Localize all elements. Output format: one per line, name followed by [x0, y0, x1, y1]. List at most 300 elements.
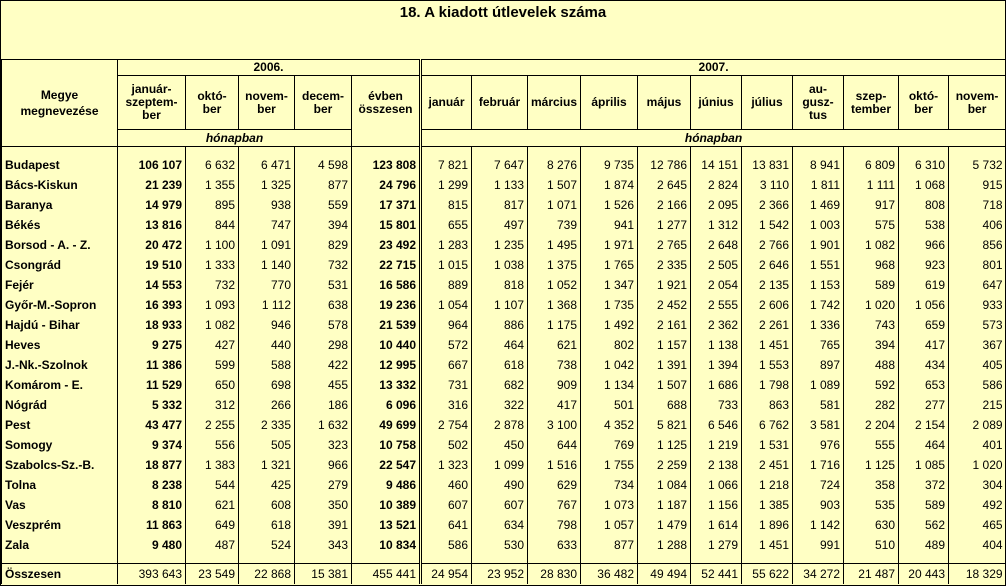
value-cell: 634 — [472, 515, 528, 535]
value-cell: 22 715 — [352, 255, 421, 275]
value-cell: 1 175 — [528, 315, 581, 335]
month-header-line: június — [698, 95, 734, 109]
value-cell: 1 157 — [638, 335, 691, 355]
value-cell: 531 — [295, 275, 352, 295]
value-cell: 19 510 — [118, 255, 186, 275]
value-cell: 1 347 — [581, 275, 638, 295]
value-cell: 732 — [186, 275, 239, 295]
value-cell: 9 374 — [118, 435, 186, 455]
value-cell: 1 277 — [638, 215, 691, 235]
month-header-line: szeptem- — [125, 95, 178, 109]
month-header-10 — [691, 76, 742, 130]
value-cell: 282 — [844, 395, 899, 415]
value-cell: 11 529 — [118, 375, 186, 395]
table-row — [2, 155, 1006, 175]
value-cell: 1 071 — [528, 195, 581, 215]
value-cell: 964 — [421, 315, 472, 335]
value-cell: 23 492 — [352, 235, 421, 255]
value-cell: 889 — [421, 275, 472, 295]
value-cell: 1 107 — [472, 295, 528, 315]
value-cell: 13 831 — [742, 155, 793, 175]
spacer-row — [2, 555, 1006, 564]
value-cell: 2 138 — [691, 455, 742, 475]
month-header-line: ber — [257, 101, 276, 116]
value-cell: 923 — [899, 255, 949, 275]
value-cell: 5 732 — [949, 155, 1006, 175]
month-header-line: március — [530, 95, 578, 109]
value-cell: 6 096 — [352, 395, 421, 415]
value-cell: 417 — [528, 395, 581, 415]
value-cell: 1 735 — [581, 295, 638, 315]
month-header-line: tus — [809, 108, 827, 122]
value-cell: 1 082 — [844, 235, 899, 255]
value-cell: 535 — [844, 495, 899, 515]
value-cell: 1 507 — [528, 175, 581, 195]
value-cell: 765 — [793, 335, 844, 355]
value-cell: 1 089 — [793, 375, 844, 395]
month-header-15 — [949, 76, 1006, 130]
table-row — [2, 235, 1006, 255]
value-cell: 909 — [528, 375, 581, 395]
table-row — [2, 355, 1006, 375]
value-cell: 1 686 — [691, 375, 742, 395]
value-cell: 22 868 — [239, 564, 295, 585]
value-cell: 581 — [793, 395, 844, 415]
value-cell: 8 810 — [118, 495, 186, 515]
value-cell: 343 — [295, 535, 352, 555]
value-cell: 464 — [472, 335, 528, 355]
value-cell: 9 486 — [352, 475, 421, 495]
month-header-11 — [742, 76, 793, 130]
value-cell: 323 — [295, 435, 352, 455]
value-cell: 8 276 — [528, 155, 581, 175]
value-cell: 608 — [239, 495, 295, 515]
total-row — [2, 564, 1006, 585]
value-cell: 1 153 — [793, 275, 844, 295]
month-header-line: októ- — [908, 88, 939, 103]
value-cell: 1 134 — [581, 375, 638, 395]
value-cell: 991 — [793, 535, 844, 555]
value-cell: 941 — [581, 215, 638, 235]
value-cell: 6 762 — [742, 415, 793, 435]
month-header-line: július — [751, 95, 783, 109]
passport-table — [1, 59, 1006, 584]
value-cell: 655 — [421, 215, 472, 235]
value-cell: 510 — [844, 535, 899, 555]
month-header-line: tember — [850, 101, 891, 116]
value-cell: 829 — [295, 235, 352, 255]
value-cell: 406 — [949, 215, 1006, 235]
month-header-8 — [581, 76, 638, 130]
table-row — [2, 395, 1006, 415]
value-cell: 298 — [295, 335, 352, 355]
value-cell: 427 — [186, 335, 239, 355]
value-cell: 455 441 — [352, 564, 421, 585]
value-cell: 8 941 — [793, 155, 844, 175]
value-cell: 818 — [472, 275, 528, 295]
value-cell: 1 138 — [691, 335, 742, 355]
month-header-line: április — [591, 95, 627, 109]
value-cell: 1 066 — [691, 475, 742, 495]
value-cell: 22 547 — [352, 455, 421, 475]
value-cell: 863 — [742, 395, 793, 415]
value-cell: 1 451 — [742, 335, 793, 355]
value-cell: 490 — [472, 475, 528, 495]
value-cell: 3 100 — [528, 415, 581, 435]
value-cell: 2 824 — [691, 175, 742, 195]
value-cell: 1 323 — [421, 455, 472, 475]
value-cell: 877 — [581, 535, 638, 555]
value-cell: 266 — [239, 395, 295, 415]
value-cell: 1 553 — [742, 355, 793, 375]
value-cell: 1 038 — [472, 255, 528, 275]
county-name: Budapest — [2, 155, 118, 175]
value-cell: 653 — [899, 375, 949, 395]
value-cell: 2 166 — [638, 195, 691, 215]
value-cell: 23 549 — [186, 564, 239, 585]
value-cell: 724 — [793, 475, 844, 495]
month-header-line: ber — [313, 101, 333, 116]
month-header-14 — [899, 76, 949, 130]
county-name: Tolna — [2, 475, 118, 495]
table-row — [2, 295, 1006, 315]
value-cell: 877 — [295, 175, 352, 195]
value-cell: 16 393 — [118, 295, 186, 315]
value-cell: 106 107 — [118, 155, 186, 175]
value-cell: 815 — [421, 195, 472, 215]
month-header-line: ber — [914, 101, 933, 116]
value-cell: 1 084 — [638, 475, 691, 495]
table-row — [2, 495, 1006, 515]
value-cell: 1 394 — [691, 355, 742, 375]
value-cell: 2 451 — [742, 455, 793, 475]
month-header-line: gusz- — [802, 95, 834, 109]
value-cell: 731 — [421, 375, 472, 395]
value-cell: 405 — [949, 355, 1006, 375]
year-2007-header: 2007. — [421, 60, 1006, 76]
table-row — [2, 535, 1006, 555]
value-cell: 15 801 — [352, 215, 421, 235]
value-cell: 2 054 — [691, 275, 742, 295]
month-header-line: január- — [131, 82, 172, 96]
month-header-12 — [793, 76, 844, 130]
value-cell: 1 085 — [899, 455, 949, 475]
value-cell: 17 371 — [352, 195, 421, 215]
value-cell: 43 477 — [118, 415, 186, 435]
value-cell: 34 272 — [793, 564, 844, 585]
value-cell: 487 — [186, 535, 239, 555]
value-cell: 12 995 — [352, 355, 421, 375]
value-cell: 14 151 — [691, 155, 742, 175]
value-cell: 738 — [528, 355, 581, 375]
value-cell: 562 — [899, 515, 949, 535]
value-cell: 2 095 — [691, 195, 742, 215]
month-header-line: szep- — [855, 88, 887, 103]
month-header-line: május — [646, 95, 682, 109]
table-row — [2, 315, 1006, 335]
value-cell: 492 — [949, 495, 1006, 515]
value-cell: 1 811 — [793, 175, 844, 195]
value-cell: 2 161 — [638, 315, 691, 335]
value-cell: 2 754 — [421, 415, 472, 435]
value-cell: 573 — [949, 315, 1006, 335]
value-cell: 422 — [295, 355, 352, 375]
value-cell: 524 — [239, 535, 295, 555]
value-cell: 455 — [295, 375, 352, 395]
value-cell: 556 — [186, 435, 239, 455]
month-header-line: ber — [967, 101, 987, 116]
value-cell: 2 204 — [844, 415, 899, 435]
county-name: Bács-Kiskun — [2, 175, 118, 195]
month-header-7 — [528, 76, 581, 130]
month-header-13 — [844, 76, 899, 130]
table-row — [2, 415, 1006, 435]
value-cell: 13 816 — [118, 215, 186, 235]
value-cell: 682 — [472, 375, 528, 395]
value-cell: 578 — [295, 315, 352, 335]
value-cell: 629 — [528, 475, 581, 495]
value-cell: 394 — [295, 215, 352, 235]
value-cell: 575 — [844, 215, 899, 235]
value-cell: 938 — [239, 195, 295, 215]
value-cell: 1 003 — [793, 215, 844, 235]
value-cell: 1 921 — [638, 275, 691, 295]
value-cell: 2 255 — [186, 415, 239, 435]
value-cell: 1 073 — [581, 495, 638, 515]
value-cell: 1 355 — [186, 175, 239, 195]
value-cell: 1 312 — [691, 215, 742, 235]
county-name: Zala — [2, 535, 118, 555]
value-cell: 36 482 — [581, 564, 638, 585]
value-cell: 123 808 — [352, 155, 421, 175]
unit-spacer — [352, 130, 421, 147]
month-header-line: novem- — [955, 88, 999, 103]
value-cell: 1 093 — [186, 295, 239, 315]
value-cell: 1 015 — [421, 255, 472, 275]
value-cell: 18 329 — [949, 564, 1006, 585]
value-cell: 589 — [844, 275, 899, 295]
value-cell: 14 553 — [118, 275, 186, 295]
value-cell: 607 — [472, 495, 528, 515]
value-cell: 1 125 — [638, 435, 691, 455]
value-cell: 1 219 — [691, 435, 742, 455]
value-cell: 2 646 — [742, 255, 793, 275]
value-cell: 1 614 — [691, 515, 742, 535]
value-cell: 404 — [949, 535, 1006, 555]
value-cell: 1 551 — [793, 255, 844, 275]
table-row — [2, 375, 1006, 395]
value-cell: 844 — [186, 215, 239, 235]
value-cell: 734 — [581, 475, 638, 495]
value-cell: 440 — [239, 335, 295, 355]
month-header-9 — [638, 76, 691, 130]
value-cell: 599 — [186, 355, 239, 375]
value-cell: 304 — [949, 475, 1006, 495]
value-cell: 10 389 — [352, 495, 421, 515]
value-cell: 650 — [186, 375, 239, 395]
value-cell: 13 332 — [352, 375, 421, 395]
value-cell: 2 606 — [742, 295, 793, 315]
month-header-1 — [186, 76, 239, 130]
table-row — [2, 475, 1006, 495]
value-cell: 1 187 — [638, 495, 691, 515]
value-cell: 1 042 — [581, 355, 638, 375]
month-header-line: összesen — [358, 101, 413, 116]
value-cell: 808 — [899, 195, 949, 215]
table-row — [2, 275, 1006, 295]
value-cell: 367 — [949, 335, 1006, 355]
month-header-line: ber — [202, 101, 222, 116]
value-cell: 903 — [793, 495, 844, 515]
value-cell: 1 375 — [528, 255, 581, 275]
value-cell: 1 091 — [239, 235, 295, 255]
value-cell: 1 531 — [742, 435, 793, 455]
value-cell: 1 469 — [793, 195, 844, 215]
county-name: Somogy — [2, 435, 118, 455]
value-cell: 2 335 — [239, 415, 295, 435]
value-cell: 425 — [239, 475, 295, 495]
value-cell: 647 — [949, 275, 1006, 295]
value-cell: 739 — [528, 215, 581, 235]
county-name: Vas — [2, 495, 118, 515]
value-cell: 630 — [844, 515, 899, 535]
value-cell: 316 — [421, 395, 472, 415]
value-cell: 7 647 — [472, 155, 528, 175]
month-header-2 — [239, 76, 295, 130]
value-cell: 8 238 — [118, 475, 186, 495]
value-cell: 215 — [949, 395, 1006, 415]
month-header-4 — [352, 76, 421, 130]
value-cell: 489 — [899, 535, 949, 555]
value-cell: 372 — [899, 475, 949, 495]
value-cell: 16 586 — [352, 275, 421, 295]
value-cell: 968 — [844, 255, 899, 275]
value-cell: 2 505 — [691, 255, 742, 275]
value-cell: 49 699 — [352, 415, 421, 435]
county-name: Komárom - E. — [2, 375, 118, 395]
month-header-0 — [118, 76, 186, 130]
value-cell: 641 — [421, 515, 472, 535]
month-header-line: októ- — [197, 88, 227, 103]
value-cell: 502 — [421, 435, 472, 455]
value-cell: 2 645 — [638, 175, 691, 195]
value-cell: 798 — [528, 515, 581, 535]
month-header-line: január — [428, 95, 465, 109]
value-cell: 24 954 — [421, 564, 472, 585]
value-cell: 588 — [239, 355, 295, 375]
value-cell: 186 — [295, 395, 352, 415]
table-row — [2, 215, 1006, 235]
value-cell: 2 335 — [638, 255, 691, 275]
value-cell: 1 333 — [186, 255, 239, 275]
value-cell: 555 — [844, 435, 899, 455]
value-cell: 592 — [844, 375, 899, 395]
value-cell: 4 352 — [581, 415, 638, 435]
value-cell: 11 863 — [118, 515, 186, 535]
value-cell: 1 368 — [528, 295, 581, 315]
value-cell: 1 325 — [239, 175, 295, 195]
value-cell: 933 — [949, 295, 1006, 315]
year-2006-header: 2006. — [118, 60, 421, 76]
value-cell: 9 735 — [581, 155, 638, 175]
value-cell: 18 877 — [118, 455, 186, 475]
value-cell: 6 546 — [691, 415, 742, 435]
value-cell: 6 471 — [239, 155, 295, 175]
value-cell: 434 — [899, 355, 949, 375]
value-cell: 1 896 — [742, 515, 793, 535]
county-name: Nógrád — [2, 395, 118, 415]
value-cell: 28 830 — [528, 564, 581, 585]
value-cell: 7 821 — [421, 155, 472, 175]
value-cell: 2 766 — [742, 235, 793, 255]
value-cell: 743 — [844, 315, 899, 335]
value-cell: 976 — [793, 435, 844, 455]
value-cell: 1 056 — [899, 295, 949, 315]
value-cell: 621 — [186, 495, 239, 515]
table-row — [2, 195, 1006, 215]
month-header-line: évben — [368, 88, 403, 103]
value-cell: 6 310 — [899, 155, 949, 175]
value-cell: 621 — [528, 335, 581, 355]
value-cell: 350 — [295, 495, 352, 515]
value-cell: 607 — [421, 495, 472, 515]
value-cell: 1 874 — [581, 175, 638, 195]
county-header-line2: megnevezése — [20, 104, 99, 118]
value-cell: 886 — [472, 315, 528, 335]
value-cell: 966 — [899, 235, 949, 255]
value-cell: 1 391 — [638, 355, 691, 375]
value-cell: 2 648 — [691, 235, 742, 255]
value-cell: 544 — [186, 475, 239, 495]
value-cell: 1 099 — [472, 455, 528, 475]
month-header-5 — [421, 76, 472, 130]
value-cell: 23 952 — [472, 564, 528, 585]
value-cell: 1 156 — [691, 495, 742, 515]
value-cell: 1 495 — [528, 235, 581, 255]
month-header-row — [2, 76, 1006, 130]
value-cell: 633 — [528, 535, 581, 555]
value-cell: 586 — [949, 375, 1006, 395]
value-cell: 946 — [239, 315, 295, 335]
month-header-6 — [472, 76, 528, 130]
value-cell: 9 480 — [118, 535, 186, 555]
county-header — [2, 60, 118, 147]
value-cell: 1 140 — [239, 255, 295, 275]
page-title: 18. A kiadott útlevelek száma — [399, 4, 607, 21]
county-name: Borsod - A. - Z. — [2, 235, 118, 255]
value-cell: 1 542 — [742, 215, 793, 235]
value-cell: 3 110 — [742, 175, 793, 195]
value-cell: 5 332 — [118, 395, 186, 415]
value-cell: 19 236 — [352, 295, 421, 315]
value-cell: 391 — [295, 515, 352, 535]
value-cell: 895 — [186, 195, 239, 215]
value-cell: 618 — [239, 515, 295, 535]
value-cell: 1 516 — [528, 455, 581, 475]
value-cell: 2 135 — [742, 275, 793, 295]
value-cell: 488 — [844, 355, 899, 375]
value-cell: 1 057 — [581, 515, 638, 535]
value-cell: 2 452 — [638, 295, 691, 315]
value-cell: 802 — [581, 335, 638, 355]
value-cell: 1 218 — [742, 475, 793, 495]
value-cell: 21 239 — [118, 175, 186, 195]
value-cell: 10 440 — [352, 335, 421, 355]
table-row — [2, 515, 1006, 535]
value-cell: 1 526 — [581, 195, 638, 215]
month-header-line: február — [478, 95, 521, 109]
value-cell: 460 — [421, 475, 472, 495]
